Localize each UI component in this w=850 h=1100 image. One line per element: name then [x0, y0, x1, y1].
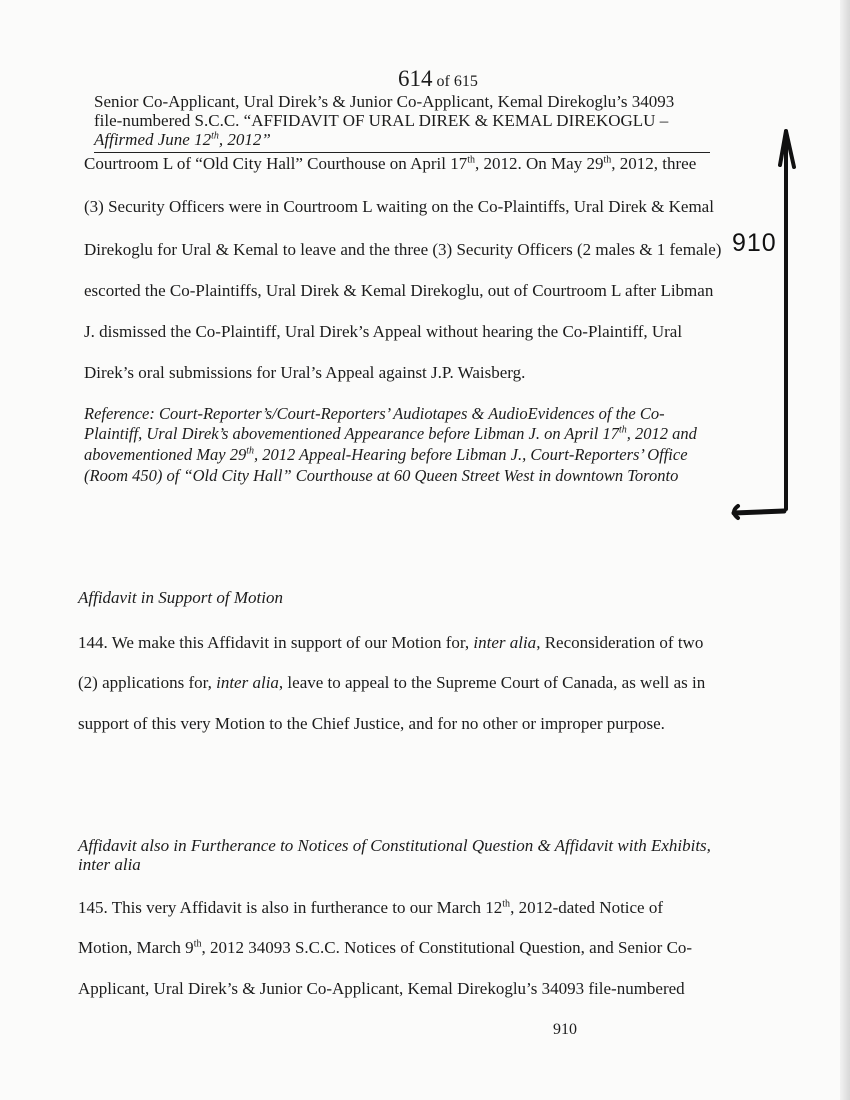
paragraph-144-line-1	[78, 633, 703, 653]
p145-line-1-b: , 2012-dated Notice of	[510, 898, 664, 917]
body-line-1-b: , 2012. On May 29	[475, 154, 604, 173]
page-number-of: of	[436, 73, 450, 90]
p144-line-2-italic: inter alia	[216, 673, 279, 692]
p145-line-2-b: , 2012 34093 S.C.C. Notices of Constitutional Question, and Senior Co-	[201, 938, 693, 957]
reference-line-1: Reference: Court-Reporter’s/Court-Reporters’ Audiotapes & AudioEvidences of the Co-	[84, 404, 665, 423]
p144-line-1-b: , Reconsideration of two	[536, 633, 704, 652]
top-page-number	[398, 66, 478, 92]
paragraph-145-line-3: Applicant, Ural Direk’s & Junior Co-Applicant, Kemal Direkoglu’s 34093 file-numbered	[78, 979, 685, 998]
header-underline	[94, 152, 710, 153]
body-line-3: Direkoglu for Ural & Kemal to leave and the three (3) Security Officers (2 males & 1 female)	[84, 240, 722, 259]
body-line-1-a: Courtroom L of “Old City Hall” Courthouse on April 17	[84, 154, 468, 173]
reference-line-3-a: abovementioned May 29	[84, 445, 247, 464]
reference-line-3	[84, 446, 688, 464]
section-heading-furtherance: Affidavit also in Furtherance to Notices of Constitutional Question & Affidavit with Exhibits,	[78, 836, 711, 855]
reference-line-3-sup: th	[246, 445, 254, 457]
footer-page-number: 910	[553, 1021, 577, 1038]
handwritten-page-number: 910	[732, 229, 777, 257]
body-line-2: (3) Security Officers were in Courtroom L waiting on the Co-Plaintiffs, Ural Direk & Kemal	[84, 197, 714, 216]
handwritten-arrow-bracket	[728, 125, 796, 525]
header-affirmed-sup: th	[211, 130, 219, 142]
paragraph-144-line-3: support of this very Motion to the Chief Justice, and for no other or improper purpose.	[78, 714, 665, 733]
reference-line-3-b: , 2012 Appeal-Hearing before Libman J., Court-Reporters’ Office	[253, 445, 688, 464]
header-line-2: file-numbered S.C.C. “AFFIDAVIT OF URAL DIREK & KEMAL DIREKOGLU –	[94, 111, 669, 130]
page-number-total: 615	[453, 73, 478, 90]
body-line-1-sup2: th	[603, 154, 612, 166]
header-line-3	[94, 130, 271, 149]
reference-line-2-b: , 2012 and	[626, 424, 697, 443]
body-line-1-c: , 2012, three	[611, 154, 697, 173]
paragraph-145-line-2	[78, 938, 692, 958]
page-edge-shadow	[840, 0, 850, 1100]
header-affirmed-text: Affirmed June 12	[94, 130, 212, 149]
page-number-current: 614	[398, 66, 433, 91]
p145-line-2-a: Motion, March 9	[78, 938, 194, 957]
body-line-5: J. dismissed the Co-Plaintiff, Ural Direk’s Appeal without hearing the Co-Plaintiff, Ural	[84, 322, 683, 341]
p145-line-2-sup: th	[193, 938, 202, 950]
p144-line-2-a: (2) applications for,	[78, 673, 217, 692]
reference-line-2-a: Plaintiff, Ural Direk’s abovementioned Appearance before Libman J. on April 17	[84, 424, 619, 443]
section-heading-furtherance-cont: inter alia	[78, 855, 141, 874]
header-affirmed-year: , 2012”	[218, 130, 271, 149]
p144-line-1-a: 144. We make this Affidavit in support of our Motion for,	[78, 633, 474, 652]
reference-line-2	[84, 425, 697, 443]
body-line-1	[84, 154, 696, 174]
section-heading-affidavit-support: Affidavit in Support of Motion	[78, 588, 283, 607]
header-line-1: Senior Co-Applicant, Ural Direk’s & Junior Co-Applicant, Kemal Direkoglu’s 34093	[94, 92, 675, 111]
p145-line-1-a: 145. This very Affidavit is also in furtherance to our March 12	[78, 898, 503, 917]
p144-line-2-b: , leave to appeal to the Supreme Court of Canada, as well as in	[278, 673, 706, 692]
paragraph-145-line-1	[78, 898, 663, 918]
paragraph-144-line-2	[78, 673, 705, 693]
body-line-1-sup1: th	[467, 154, 476, 166]
p145-line-1-sup: th	[502, 898, 511, 910]
reference-line-2-sup: th	[618, 424, 627, 436]
body-line-4: escorted the Co-Plaintiffs, Ural Direk & Kemal Direkoglu, out of Courtroom L after Libman	[84, 281, 714, 300]
p144-line-1-italic: inter alia	[473, 633, 537, 652]
reference-line-4: (Room 450) of “Old City Hall” Courthouse at 60 Queen Street West in downtown Toronto	[84, 466, 679, 485]
body-line-6: Direk’s oral submissions for Ural’s Appeal against J.P. Waisberg.	[84, 363, 526, 382]
